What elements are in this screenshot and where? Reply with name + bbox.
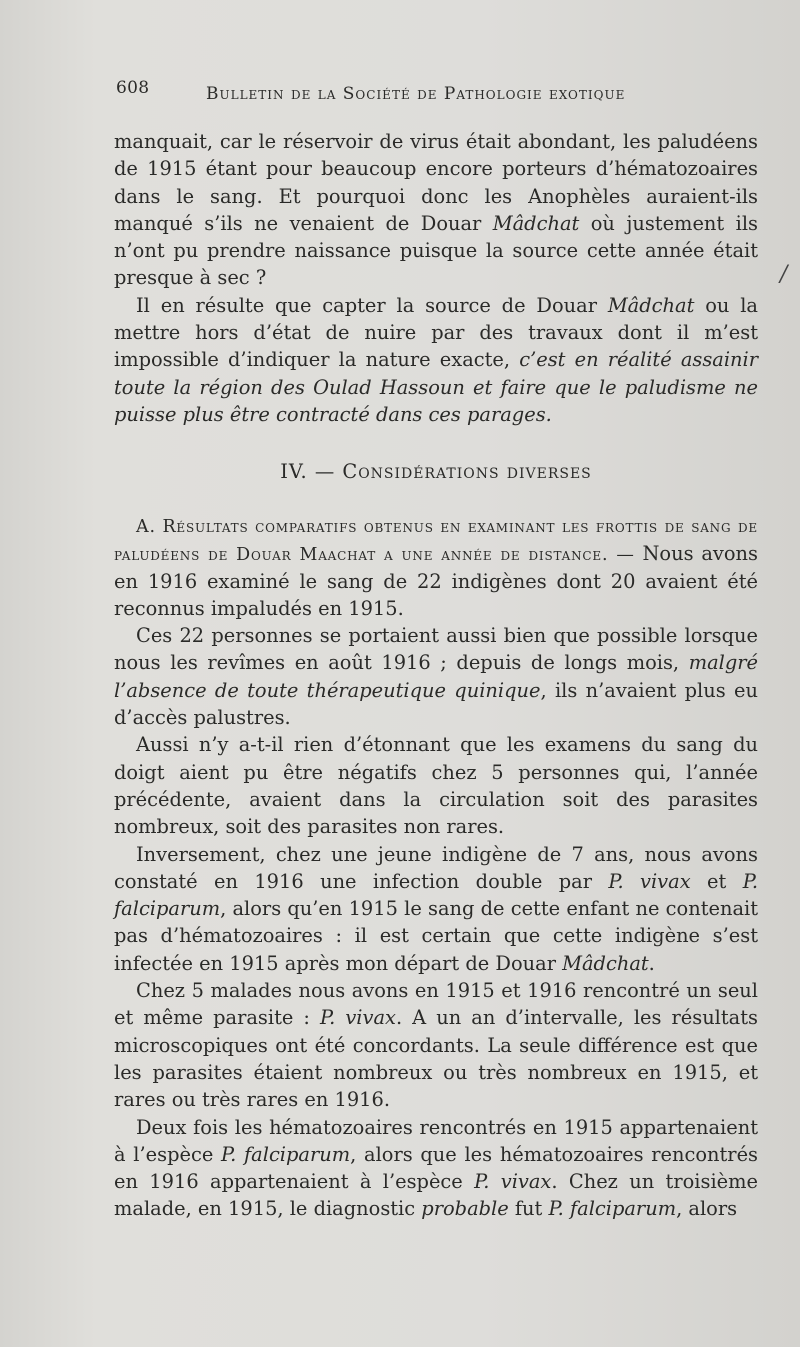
paragraph-3: A. Résultats comparatifs obtenus en examinant les frottis de sang de paludéens de Douar Maachat a une année de distance. — Nous avons en 1916 examiné le sang de 22 indigènes dont 20 avaient été reconnus impaludés en 1915. (114, 516, 758, 620)
paragraph-2: Il en résulte que capter la source de Douar Mâdchat ou la mettre hors d’état de nuire par des travaux dont il m’est impossible d’indiquer la nature exacte, c’est en réalité assainir toute la région des Oulad Hassoun et faire que le paludisme ne puisse plus être contracté dans ces parages. (114, 293, 759, 426)
section-heading: IV. — Considérations diverses (280, 460, 592, 484)
body-text (114, 128, 758, 1223)
page-number: 608 (116, 78, 150, 98)
paragraph-5: Aussi n’y a-t-il rien d’étonnant que les examens du sang du doigt aient pu être négatifs chez 5 personnes qui, l’année précédente, avaient dans la circulation soit des parasites nombreux, soit des parasites non rares. (114, 733, 758, 839)
margin-mark: / (780, 262, 788, 287)
paragraph-8: Deux fois les hématozoaires rencontrés en 1915 appartenaient à l’espèce P. falciparum, alors que les hématozoaires rencontrés en 1916 appartenaient à l’espèce P. vivax. Chez un troisième malade, en 1915, le diagnostic probable fut P. falciparum, alors (114, 1115, 759, 1221)
paragraph-4: Ces 22 personnes se portaient aussi bien que possible lorsque nous les revîmes en août 1916 ; depuis de longs mois, malgré l’absence de toute thérapeutique quinique, ils n’avaient plus eu d’accès palustres. (114, 624, 758, 730)
subsection-heading: A. Résultats comparatifs obtenus en examinant les frottis de sang de paludéens de Douar Maachat a une année de distance. — (114, 516, 758, 565)
paragraph-6: Inversement, chez une jeune indigène de 7 ans, nous avons constaté en 1916 une infection double par P. vivax et P. falciparum, alors qu’en 1915 le sang de cette enfant ne contenait pas d’hématozoaires : il est certain que cette indigène s’est infectée en 1915 après mon départ de Douar Mâdchat. (114, 842, 758, 975)
paragraph-1: manquait, car le réservoir de virus était abondant, les paludéens de 1915 étant pour beaucoup encore porteurs d’hématozoaires dans le sang. Et pourquoi donc les Anophèles auraient-ils manqué s’ils ne venaient de Douar Mâdchat où justement ils n’ont pu prendre naissance puisque la source cette année était presque à sec ? (114, 130, 759, 290)
running-title: Bulletin de la Société de Pathologie exotique (206, 84, 626, 104)
paragraph-7: Chez 5 malades nous avons en 1915 et 1916 rencontré un seul et même parasite : P. vivax. A un an d’intervalle, les résultats microscopiques ont été concordants. La seule différence est que les parasites étaient nombreux ou très nombreux en 1915, et rares ou très rares en 1916. (114, 979, 758, 1112)
